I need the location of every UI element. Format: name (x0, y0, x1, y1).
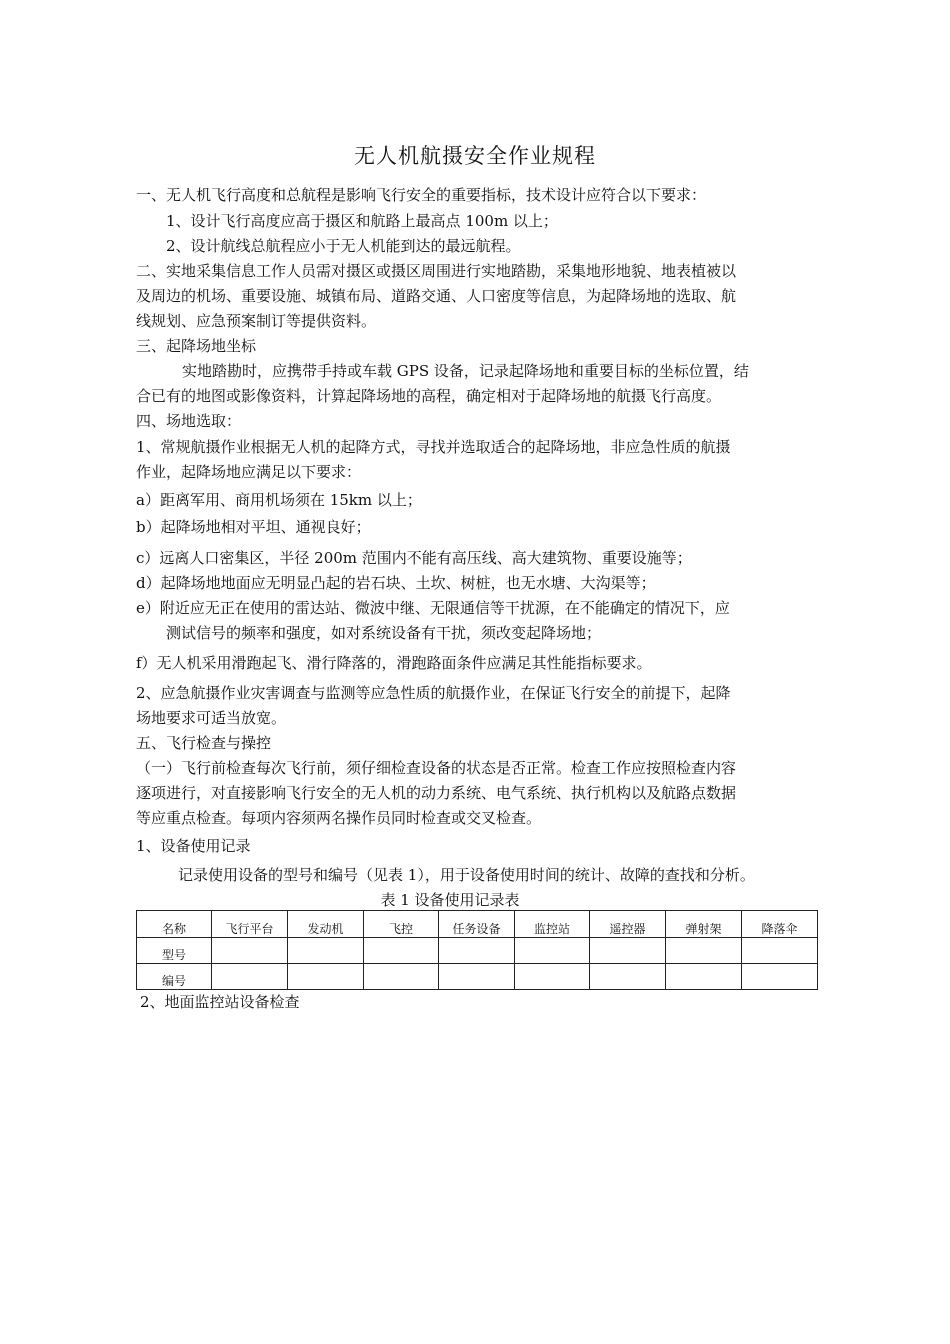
table-cell (439, 938, 515, 964)
requirement-1: 1、设计飞行高度应高于摄区和航路上最高点 100m 以上； (166, 212, 558, 230)
table-row-label: 编号 (137, 964, 212, 990)
table-header-cell: 名称 (137, 911, 212, 938)
table-header-row (137, 911, 818, 938)
document-title: 无人机航摄安全作业规程 (354, 144, 596, 168)
condition-a: a）距离军用、商用机场须在 15km 以上； (136, 491, 422, 509)
table-header-cell: 发动机 (288, 911, 364, 938)
section-2-line-1: 二、实地采集信息工作人员需对摄区或摄区周围进行实地踏勘，采集地形地貌、地表植被以 (136, 262, 737, 280)
condition-f: f）无人机采用滑跑起飞、滑行降落的，滑跑路面条件应满足其性能指标要求。 (136, 654, 652, 672)
section-5-sub-1-line-3: 等应重点检查。每项内容须两名操作员同时检查或交叉检查。 (136, 809, 542, 827)
table-cell (590, 938, 666, 964)
table-caption: 表 1 设备使用记录表 (380, 891, 520, 909)
table-header-cell: 监控站 (515, 911, 590, 938)
section-5-sub-1-line-2: 逐项进行，对直接影响飞行安全的无人机的动力系统、电气系统、执行机构以及航路点数据 (136, 784, 737, 802)
table-cell (666, 938, 742, 964)
section-4-item-1-line-2: 作业，起降场地应满足以下要求： (136, 463, 362, 481)
table-header-cell: 任务设备 (439, 911, 515, 938)
equipment-record-table (136, 910, 818, 990)
table-cell (515, 964, 590, 990)
section-4-heading: 四、场地选取： (136, 412, 242, 430)
section-5-heading: 五、飞行检查与操控 (136, 734, 272, 752)
section-2-line-3: 线规划、应急预案制订等提供资料。 (136, 312, 377, 330)
section-3-line-2: 合已有的地图或影像资料，计算起降场地的高程，确定相对于起降场地的航摄飞行高度。 (136, 387, 722, 405)
equipment-record-description: 记录使用设备的型号和编号（见表 1），用于设备使用时间的统计、故障的查找和分析。 (178, 866, 755, 884)
table-row-model (137, 938, 818, 964)
table-cell (590, 964, 666, 990)
condition-b: b）起降场地相对平坦、通视良好； (136, 518, 371, 536)
subsection-equipment-record: 1、设备使用记录 (136, 837, 251, 855)
table-row-serial (137, 964, 818, 990)
table-cell (742, 964, 818, 990)
condition-e-line-1: e）附近应无正在使用的雷达站、微波中继、无限通信等干扰源，在不能确定的情况下，应 (136, 599, 730, 617)
table-cell (742, 938, 818, 964)
table-cell (288, 938, 364, 964)
section-3-heading: 三、起降场地坐标 (136, 337, 257, 355)
table-cell (364, 964, 439, 990)
table-header-cell: 弹射架 (666, 911, 742, 938)
table-header-cell: 遥控器 (590, 911, 666, 938)
table-cell (666, 964, 742, 990)
table-header-cell: 降落伞 (742, 911, 818, 938)
condition-c: c）远离人口密集区，半径 200m 范围内不能有高压线、高大建筑物、重要设施等； (136, 549, 692, 567)
subsection-ground-station-check: 2、地面监控站设备检查 (140, 993, 300, 1011)
section-3-line-1: 实地踏勘时，应携带手持或车载 GPS 设备，记录起降场地和重要目标的坐标位置，结 (182, 362, 749, 380)
table-cell (212, 964, 288, 990)
section-4-item-2-line-1: 2、应急航摄作业灾害调查与监测等应急性质的航摄作业，在保证飞行安全的前提下，起降 (136, 684, 731, 702)
section-4-item-1-line-1: 1、常规航摄作业根据无人机的起降方式，寻找并选取适合的起降场地，非应急性质的航摄 (136, 438, 731, 456)
table-cell (439, 964, 515, 990)
requirement-2: 2、设计航线总航程应小于无人机能到达的最远航程。 (166, 237, 521, 255)
table-row-label: 型号 (137, 938, 212, 964)
section-2-line-2: 及周边的机场、重要设施、城镇布局、道路交通、人口密度等信息，为起降场地的选取、航 (136, 287, 737, 305)
condition-d: d）起降场地地面应无明显凸起的岩石块、土坎、树桩，也无水塘、大沟渠等； (136, 574, 656, 592)
table-header-cell: 飞行平台 (212, 911, 288, 938)
table-cell (212, 938, 288, 964)
section-1-heading: 一、无人机飞行高度和总航程是影响飞行安全的重要指标，技术设计应符合以下要求： (136, 186, 707, 204)
table-cell (515, 938, 590, 964)
condition-e-line-2: 测试信号的频率和强度，如对系统设备有干扰，须改变起降场地； (166, 624, 602, 642)
section-5-sub-1-line-1: （一）飞行前检查每次飞行前，须仔细检查设备的状态是否正常。检查工作应按照检查内容 (136, 759, 737, 777)
table-cell (364, 938, 439, 964)
table-header-cell: 飞控 (364, 911, 439, 938)
section-4-item-2-line-2: 场地要求可适当放宽。 (136, 709, 287, 727)
table-cell (288, 964, 364, 990)
